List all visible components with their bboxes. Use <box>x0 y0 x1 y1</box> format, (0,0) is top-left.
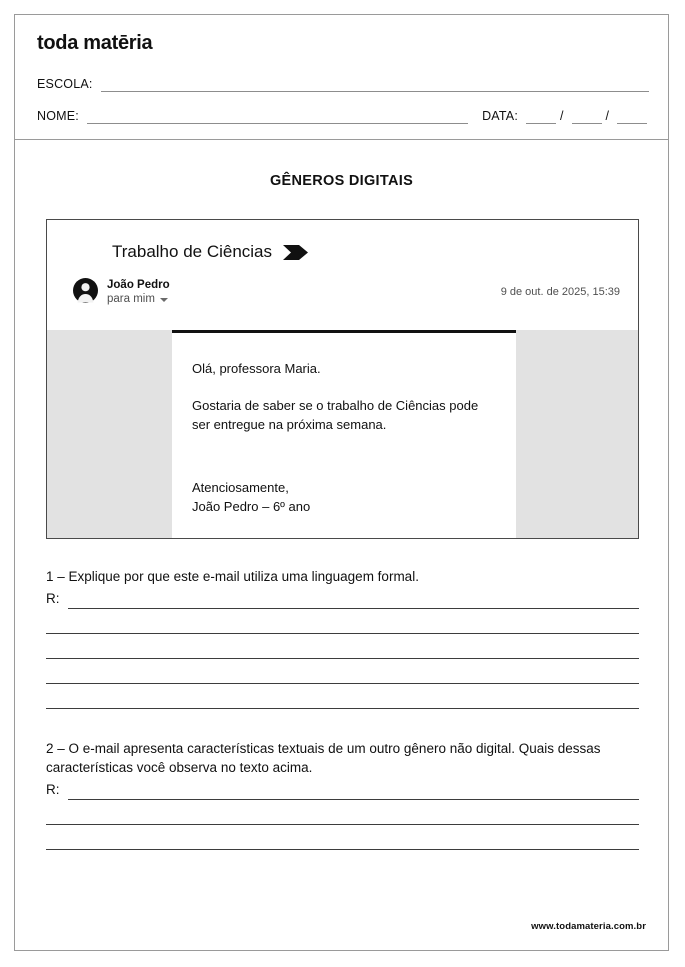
answer-line[interactable] <box>46 800 639 825</box>
data-year-line[interactable] <box>617 112 647 124</box>
nome-input-line[interactable] <box>87 112 468 124</box>
nome-label: NOME: <box>37 109 79 123</box>
answer-line[interactable] <box>46 609 639 634</box>
email-body <box>172 330 516 538</box>
body-spacer-1 <box>192 378 498 396</box>
question-1-answer-lines[interactable] <box>46 596 639 709</box>
escola-label: ESCOLA: <box>37 77 93 91</box>
email-sender-name: João Pedro <box>107 279 170 291</box>
email-sender-row <box>73 278 170 307</box>
escola-field-row <box>37 77 649 92</box>
email-greeting: Olá, professora Maria. <box>192 361 321 376</box>
email-sender-block <box>107 278 170 307</box>
date-separator-1: / <box>560 109 564 123</box>
answer-line[interactable] <box>68 596 639 609</box>
question-2 <box>46 739 639 850</box>
chevron-down-icon[interactable] <box>160 298 168 302</box>
email-timestamp: 9 de out. de 2025, 15:39 <box>500 286 620 298</box>
email-recipient-row[interactable] <box>107 292 170 307</box>
questions-section <box>46 567 639 850</box>
data-day-line[interactable] <box>526 112 556 124</box>
email-body-region <box>47 330 638 538</box>
escola-input-line[interactable] <box>101 80 649 92</box>
question-2-answer-lines[interactable] <box>46 787 639 850</box>
email-closing: Atenciosamente, <box>192 480 289 495</box>
answer-line[interactable] <box>68 787 639 800</box>
data-field-group <box>482 109 649 124</box>
date-separator-2: / <box>605 109 609 123</box>
email-recipient-text: para mim <box>107 293 155 305</box>
question-1-text: 1 – Explique por que este e-mail utiliza uma linguagem formal. <box>46 569 419 584</box>
data-label: DATA: <box>482 109 519 123</box>
brand-logo: toda matēria <box>37 32 153 54</box>
email-subject-text: Trabalho de Ciências <box>112 242 273 261</box>
email-signature: João Pedro – 6º ano <box>192 499 311 514</box>
answer-line[interactable] <box>46 634 639 659</box>
email-right-gutter <box>516 330 638 538</box>
footer-url: www.todamateria.com.br <box>531 921 646 932</box>
data-month-line[interactable] <box>572 112 602 124</box>
page-title: GÊNEROS DIGITAIS <box>269 173 414 189</box>
email-paragraph: Gostaria de saber se o trabalho de Ciências pode ser entregue na próxima semana. <box>192 398 479 432</box>
question-2-answer-label: R: <box>46 782 60 797</box>
question-2-text: 2 – O e-mail apresenta características textuais de um outro gênero não digital. Quais dessas características você observa no texto acima. <box>46 741 601 775</box>
email-screenshot-card <box>46 219 639 539</box>
answer-line[interactable] <box>46 684 639 709</box>
question-1 <box>46 567 639 709</box>
email-header <box>47 220 638 330</box>
label-arrow-icon <box>283 245 309 260</box>
nome-field-row <box>37 109 649 124</box>
answer-line[interactable] <box>46 659 639 684</box>
email-subject-row <box>112 242 309 262</box>
page-header <box>15 15 668 140</box>
worksheet-page <box>14 14 669 951</box>
body-spacer-2 <box>192 434 498 478</box>
question-1-answer-label: R: <box>46 591 60 606</box>
answer-line[interactable] <box>46 825 639 850</box>
avatar-icon <box>73 278 98 303</box>
email-left-gutter <box>47 330 172 538</box>
